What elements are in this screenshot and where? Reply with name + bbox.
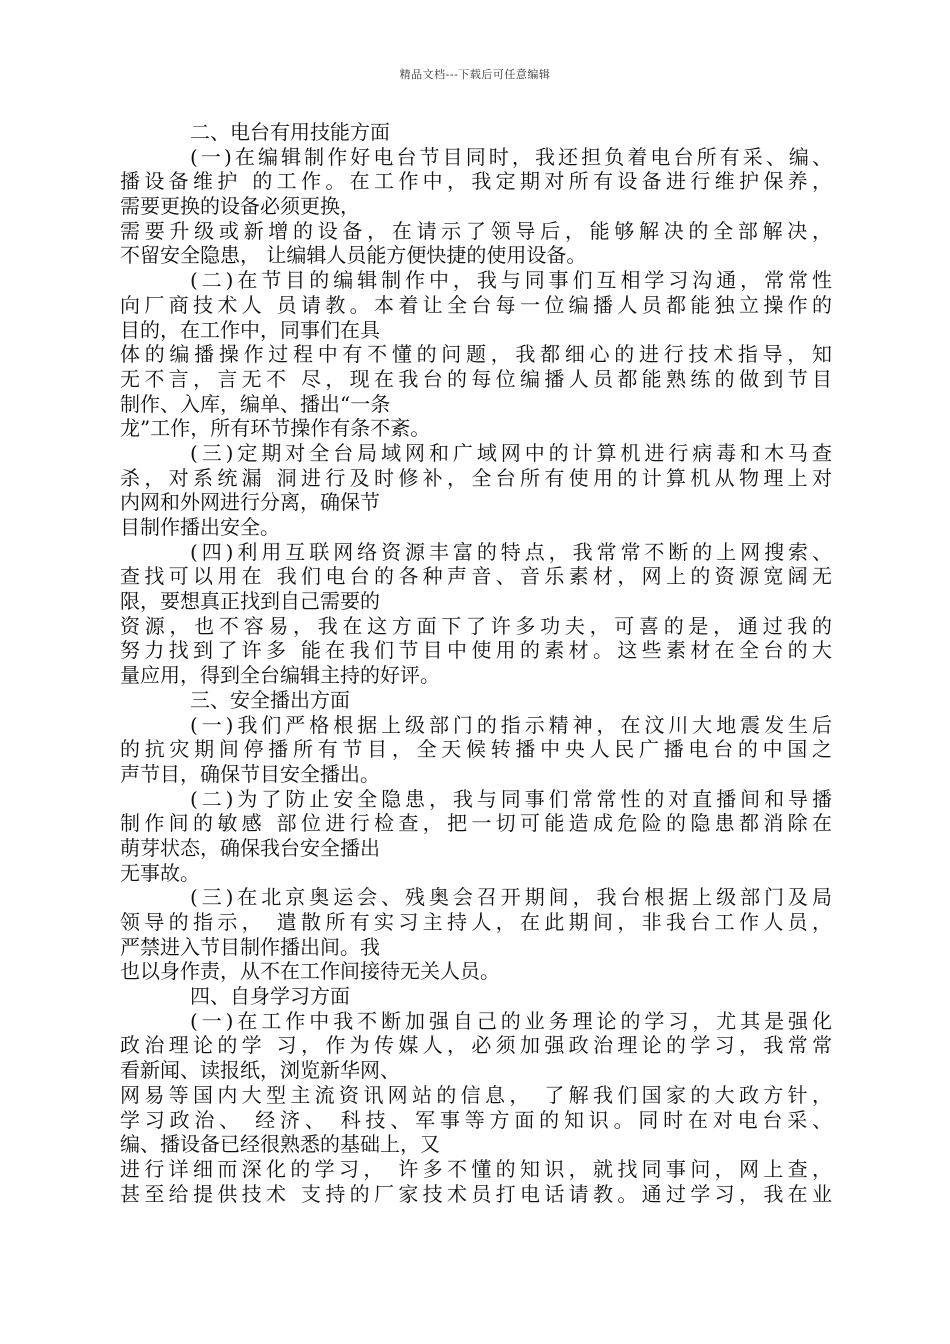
text-line: 领导的指示， 遣散所有实习主持人，在此期间，非我台工作人员，: [120, 910, 832, 934]
text-line: 需要升级或新增的设备，在请示了领导后，能够解决的全部解决，: [120, 218, 832, 243]
text-line: 政治理论的学 习，作为传媒人，必须加强政治理论的学习，我常常: [120, 1033, 832, 1058]
text-line: (一)我们严格根据上级部门的指示精神，在汶川大地震发生后: [190, 712, 832, 737]
text-line: 严禁进入节目制作播出间。我: [120, 934, 380, 959]
text-line: 的抗灾期间停播所有节目，全天候转播中央人民广播电台的中国之: [120, 737, 832, 762]
text-line: 制作间的敏感 部位进行检查，把一切可能造成危险的隐患都消除在: [120, 811, 832, 836]
text-line: 量应用，得到全台编辑主持的好评。: [120, 663, 440, 688]
page-header: 精品文档---下载后可任意编辑: [399, 68, 551, 81]
text-line: (一)在工作中我不断加强自己的业务理论的学习，尤其是强化: [190, 1008, 832, 1033]
text-line: 内网和外网进行分离，确保节: [120, 490, 380, 515]
text-line: 无不言，言无不 尽，现在我台的每位编播人员都能熟练的做到节目: [120, 366, 832, 391]
text-line: 龙”工作，所有环节操作有条不紊。: [120, 416, 431, 441]
text-line: (二)为了防止安全隐患，我与同事们常常性的对直播间和导播: [190, 786, 832, 811]
text-line: 资源，也不容易，我在这方面下了许多功夫，可喜的是，通过我的: [120, 613, 832, 638]
document-body: [120, 120, 832, 1206]
text-line: 目的，在工作中，同事们在具: [120, 317, 380, 342]
text-line: 目制作播出安全。: [120, 515, 280, 539]
text-line: (三)定期对全台局域网和广域网中的计算机进行病毒和木马查: [190, 440, 832, 465]
text-line: 学习政治、 经济、 科技、军事等方面的知识。同时在对电台采、: [120, 1107, 832, 1132]
text-line: (二)在节目的编辑制作中，我与同事们互相学习沟通，常常性: [190, 268, 832, 293]
text-line: 需要更换的设备必须更换，: [120, 194, 360, 219]
text-line: 二、电台有用技能方面: [190, 120, 390, 144]
text-line: 制作、入库，编单、播出“一条: [120, 391, 391, 416]
text-line: 编、播设备已经很熟悉的基础上，又: [120, 1132, 440, 1157]
text-line: 不留安全隐患， 让编辑人员能方便快捷的使用设备。: [120, 243, 587, 268]
text-line: 无事故。: [120, 860, 200, 885]
text-line: 甚至给提供技术 支持的厂家技术员打电话请教。通过学习，我在业: [120, 1181, 832, 1206]
text-line: 限，要想真正找到自己需要的: [120, 589, 380, 614]
text-line: (一)在编辑制作好电台节目同时，我还担负着电台所有采、编、: [190, 144, 832, 169]
text-line: (三)在北京奥运会、残奥会召开期间，我台根据上级部门及局: [190, 885, 832, 910]
text-line: 四、自身学习方面: [190, 984, 350, 1009]
text-line: 三、安全播出方面: [190, 687, 350, 712]
text-line: 查找可以用在 我们电台的各种声音、音乐素材，网上的资源宽阔无: [120, 564, 832, 589]
text-line: 播设备维护 的工作。在工作中，我定期对所有设备进行维护保养，: [120, 169, 832, 194]
text-line: 声节目，确保节目安全播出。: [120, 761, 380, 786]
text-line: 看新闻、读报纸，浏览新华网、: [120, 1058, 400, 1083]
text-line: 向厂商技术人 员请教。本着让全台每一位编播人员都能独立操作的: [120, 292, 832, 317]
text-line: 努力找到了许多 能在我们节目中使用的素材。这些素材在全台的大: [120, 638, 832, 663]
text-line: 也以身作责，从不在工作间接待无关人员。: [120, 959, 500, 984]
text-line: (四)利用互联网络资源丰富的特点，我常常不断的上网搜索、: [190, 539, 832, 564]
text-line: 萌芽状态，确保我台安全播出: [120, 835, 380, 860]
text-line: 进行详细而深化的学习， 许多不懂的知识，就找同事问，网上查，: [120, 1156, 832, 1181]
text-line: 网易等国内大型主流资讯网站的信息， 了解我们国家的大政方针，: [120, 1082, 832, 1107]
text-line: 体的编播操作过程中有不懂的问题，我都细心的进行技术指导，知: [120, 342, 832, 367]
text-line: 杀，对系统漏 洞进行及时修补，全台所有使用的计算机从物理上对: [120, 465, 832, 490]
